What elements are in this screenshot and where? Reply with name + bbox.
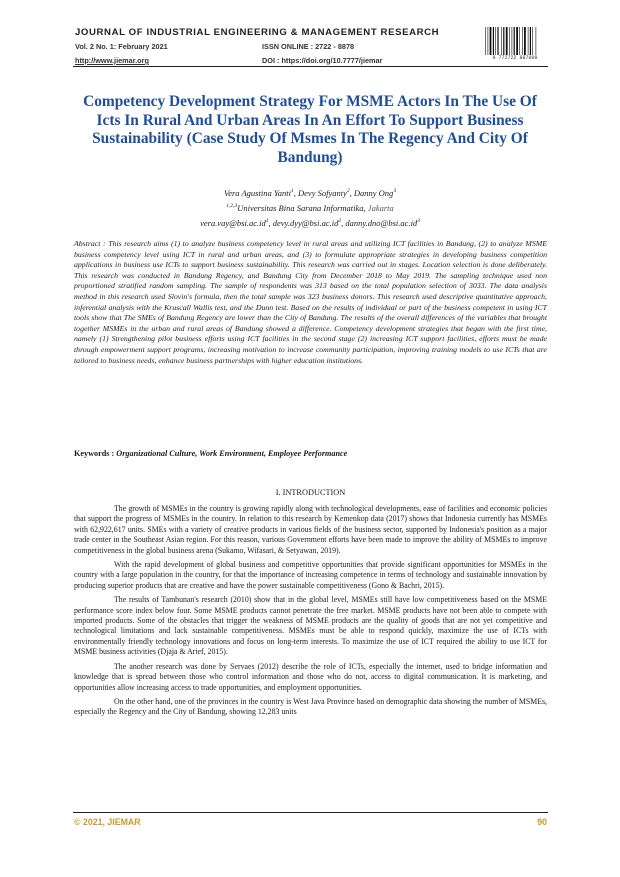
body-text (74, 504, 547, 722)
paragraph: The results of Tambunan's research (2010) show that in the global level, MSMEs still have low competitiveness based on the MSME performance score index below four. Some MSME products cannot penetrate the free market. MSME products have not been able to compete with imported products. Some of the obstacles that trigger the weakness of MSME products are the quality of goods that are not yet competitive and technological limitations and lack sustainable competitiveness. MSMEs must be able to respond quickly, maximize the use of ICTs with environmentally friendly technology innovations and focus on long-term interests. To maximize the use of ICT required the ability to use ICT for MSME business activities (Djaja & Arief, 2015). (74, 595, 547, 657)
website-link[interactable]: http://www.jiemar.org (75, 56, 149, 65)
barcode-number: 9 772722 887009 (492, 55, 538, 61)
affiliation-name: Universitas Bina Sarana Informatika, (237, 202, 366, 213)
keywords-label: Keywords : (74, 449, 115, 458)
header-rule (73, 66, 548, 67)
affiliation-sup: 1,2,3 (226, 202, 238, 209)
email-3[interactable]: danny.dno@bsi.ac.id (345, 217, 418, 228)
barcode-bar (495, 27, 496, 55)
barcode-bar (516, 27, 518, 55)
barcode-bar (506, 27, 508, 55)
author-names: Vera Agustina Yanti$^1$, Devy Sofyanty$^2$, Danny Ong$^3$ (223, 187, 397, 198)
barcode-bar (522, 27, 523, 55)
journal-header (75, 27, 545, 66)
barcode-bar (497, 27, 498, 55)
email-2[interactable]: devy.dyy@bsi.ac.id (272, 217, 339, 228)
doi-info: DOI : https://doi.org/10.7777/jiemar (262, 56, 383, 65)
barcode-bar (493, 27, 494, 55)
barcode-bar (524, 27, 526, 55)
affiliation (80, 200, 540, 215)
barcode-bar (503, 27, 504, 55)
paragraph: The growth of MSMEs in the country is growing rapidly along with technological developments, ease of facilities and economic policies that support the progress of MSMEs in the country. In relation to this research by Kemenkop data (2017) shows that Indonesia currently has MSMEs with 62,922,617 units. SMEs with a variety of creative products in various fields of the business sector, supported by Indonesia's position as a major trade center in the Southeast Asian region. For this reason, various Government efforts have been made to improve the ability of MSMEs to improve competitiveness in the global business arena (Sukamo, Wifasari, & Setyawan, 2019). (74, 504, 547, 555)
author-2-sup: 2 (346, 188, 350, 194)
barcode-bar (536, 27, 537, 55)
author-emails: $vera.vay@bsi.ac.id^1$, $devy.dyy@bsi.ac.id^2$, $danny.dno@bsi.ac.id^3$ (200, 217, 420, 228)
barcode-bar (509, 27, 510, 55)
barcode-bar (528, 27, 529, 55)
abstract: Abstract : This research aims (1) to analyze business competency level in rural areas and utilizing ICT facilities in Bandung, (2) to analyze MSME business competency level using ICT in rural and urban areas, and (3) to formulate appropriate strategies in developing business competition applications in business use ICTs to support business sustainability. This research was carried out in stages. Location selection is done deliberately. This research was conducted in Bandung Regency, and Bandung City from December 2018 to May 2019. The sampling technique used non proportioned stratified random sampling. The sample of respondents was 313 based on the total population selection of 3033. The data analysis method in this research used Slovin's formula, then the total sample was 323 business donors. This research used descriptive quantitative approach, inferential analysis with the Kruscall Wallis test, and the Dunn test. Based on the results of individual or part of the business competent in using ICT tools show that The SMEs of Bandung Regency are lower than the City of Bandung. The results of the overall differences of the variables that brought together MSMEs in the urban and rural areas of Bandung showed a difference. Competency development strategies that began with the first time, namely (1) Strengthening pilot business efforts using ICT facilities in the second stage (2) increasing ICT support facilities, efforts must be made through empowerment support programs, increasing motivation to increase community participation, improving training models to use ICTs that are tailored to business needs, enhance business partnerships with higher education institutions. (74, 239, 547, 365)
journal-title: JOURNAL OF INDUSTRIAL ENGINEERING & MANAGEMENT RESEARCH (75, 27, 440, 38)
footer-rule (73, 812, 548, 813)
barcode (484, 27, 546, 61)
author-block (80, 185, 540, 229)
barcode-bar (490, 27, 492, 55)
author-1: Vera Agustina Yanti (223, 187, 292, 198)
paper-title: Competency Development Strategy For MSME Actors In The Use Of Icts In Rural And Urban Areas In An Effort To Support Business Sustainability (Case Study Of Msmes In The Regency And City Of Bandung) (83, 93, 537, 166)
footer-copyright: © 2021, JIEMAR (74, 817, 141, 827)
author-3-sup: 3 (393, 188, 397, 194)
author-2: Devy Sofyanty (298, 187, 347, 198)
author-3: Danny Ong (353, 187, 394, 198)
section-heading: I. INTRODUCTION (275, 488, 346, 497)
barcode-bar (501, 27, 502, 55)
page-footer (74, 817, 547, 827)
page-number: 90 (537, 817, 547, 827)
barcode-bar (530, 27, 531, 55)
barcode-bar (519, 27, 520, 55)
paragraph: The another research was done by Servaes (2012) describe the role of ICTs, especially the internet, used to bridge information and knowledge that is spread between those who control information and those who do not, access to digital communication. It is marketing, and opportunities allow increasing access to trade opportunities, and employment opportunities. (74, 661, 547, 692)
affiliation-city: Jakarta (367, 202, 394, 213)
barcode-icon (484, 27, 546, 55)
keywords-list: Organizational Culture, Work Environment, Employee Performance (116, 449, 348, 458)
author-1-sup: 1 (291, 188, 294, 194)
paragraph: With the rapid development of global business and competitive opportunities that provide significant opportunities for MSMEs in the country with a large population in the country, for that the importance of increasing competence in terms of technology and sustainable innovation by producing superior products that are creative and have the power sustainable competitiveness (Gono & Bachri, 2015). (74, 560, 547, 590)
keywords (74, 449, 547, 458)
paragraph: On the other hand, one of the provinces in the country is West Java Province based on demographic data showing the number of MSMEs, especially the Regency and the City of Bandung, showing 12,283 units (74, 696, 547, 717)
meta-row-1 (75, 42, 545, 52)
barcode-bar (532, 27, 533, 55)
barcode-bar (485, 27, 486, 55)
barcode-bar (488, 27, 489, 55)
volume-info: Vol. 2 No. 1: February 2021 (75, 42, 168, 51)
barcode-bar (512, 27, 513, 55)
barcode-bar (514, 27, 515, 55)
issn-info: ISSN ONLINE : 2722 - 8878 (262, 42, 355, 51)
email-1[interactable]: vera.vay@bsi.ac.id (200, 217, 266, 228)
meta-row-2 (75, 56, 545, 66)
